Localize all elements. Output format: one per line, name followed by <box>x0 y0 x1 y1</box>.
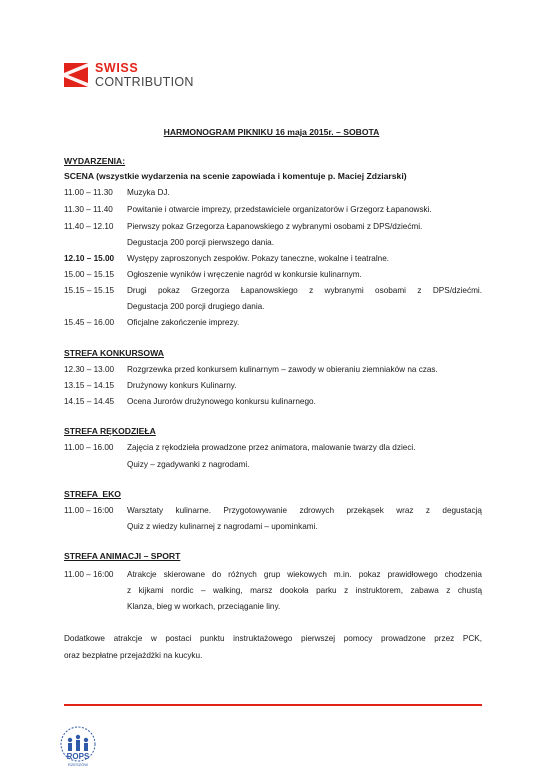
footer-rule <box>64 704 482 706</box>
scena-item-text: Ogłoszenie wyników i wręczenie nagród w konkursie kulinarnym. <box>127 270 362 279</box>
rekodziela-item-time: 11.00 – 16.00 <box>64 443 114 452</box>
animacji-heading: STREFA ANIMACJI – SPORT <box>64 551 181 561</box>
scena-item-time: 11.00 – 11.30 <box>64 188 113 197</box>
document-title: HARMONOGRAM PIKNIKU 16 maja 2015r. – SOBOTA <box>163 127 380 137</box>
scena-item-text: Powitanie i otwarcie imprezy, przedstawiciele organizatorów i Grzegorz Łapanowski. <box>127 205 432 214</box>
closing-text-line: Dodatkowe atrakcje w postaci punktu instruktażowego pierwszej pomocy prowadzone przez PCK, <box>64 634 482 643</box>
scena-item-text: Pierwszy pokaz Grzegorza Łapanowskiego z wybranymi osobami z DPS/dziećmi. <box>127 222 423 231</box>
scena-item-time: 11.30 – 11.40 <box>64 205 113 214</box>
konkursowa-heading: STREFA KONKURSOWA <box>64 348 164 358</box>
konkursowa-item-text: Ocena Jurorów drużynowego konkursu kulinarnego. <box>127 397 316 406</box>
animacji-item-continuation: Klanza, bieg w workach, przeciąganie liny. <box>127 602 281 611</box>
scena-item-time: 11.40 – 12.10 <box>64 222 114 231</box>
rops-logo-subtext: RZESZÓW <box>68 762 88 767</box>
animacji-item-time: 11.00 – 16:00 <box>64 570 114 579</box>
eko-item-time: 11.00 – 16:00 <box>64 506 114 515</box>
konkursowa-item-time: 13.15 – 14.15 <box>64 381 115 390</box>
scena-item-text: Muzyka DJ. <box>127 188 170 197</box>
animacji-item-text: Atrakcje skierowane do różnych grup wiekowych m.in. pokaz prawidłowego chodzenia <box>127 570 482 579</box>
konkursowa-item-time: 14.15 – 14.45 <box>64 397 115 406</box>
eko-item-continuation: Quiz z wiedzy kulinarnej z nagrodami – upominkami. <box>127 522 318 531</box>
scena-heading: SCENA (wszystkie wydarzenia na scenie zapowiada i komentuje p. Maciej Zdziarski) <box>64 171 407 181</box>
scena-item-continuation: Degustacja 200 porcji drugiego dania. <box>127 302 265 311</box>
scena-item-time: 15.15 – 15.15 <box>64 286 115 295</box>
konkursowa-item-time: 12.30 – 13.00 <box>64 365 115 374</box>
logo-text-swiss: SWISS <box>95 61 139 75</box>
scena-item-time: 15.45 – 16.00 <box>64 318 115 327</box>
logo-text-contribution: CONTRIBUTION <box>95 75 194 89</box>
swiss-contribution-logo <box>64 62 204 92</box>
closing-text-line: oraz bezpłatne przejażdżki na kucyku. <box>64 651 203 660</box>
eko-item-text: Warsztaty kulinarne. Przygotowywanie zdrowych przekąsek wraz z degustacją <box>127 506 482 515</box>
scena-item-text: Oficjalne zakończenie imprezy. <box>127 318 240 327</box>
rops-logo-icon <box>50 724 106 768</box>
scena-item-text: Drugi pokaz Grzegorza Łapanowskiego z wybranymi osobami z DPS/dziećmi. <box>127 286 482 295</box>
scena-item-text: Występy zaproszonych zespołów. Pokazy taneczne, wokalne i teatralne. <box>127 254 390 263</box>
scena-item-time: 15.00 – 15.15 <box>64 270 115 279</box>
rekodziela-item-continuation: Quizy – zgadywanki z nagrodami. <box>127 460 250 469</box>
rekodziela-heading: STREFA RĘKODZIEŁA <box>64 426 156 436</box>
swiss-cross-icon <box>64 63 88 87</box>
events-heading: WYDARZENIA: <box>64 156 126 166</box>
konkursowa-item-text: Drużynowy konkurs Kulinarny. <box>127 381 237 390</box>
rekodziela-item-text: Zajęcia z rękodzieła prowadzone przez animatora, malowanie twarzy dla dzieci. <box>127 443 416 452</box>
scena-item-time: 12.10 – 15.00 <box>64 254 115 263</box>
konkursowa-item-text: Rozgrzewka przed konkursem kulinarnym – zawody w obieraniu ziemniaków na czas. <box>127 365 438 374</box>
animacji-item-continuation: z kijkami nordic – walking, marsz dookoła parku z instruktorem, zabawa z chustą <box>127 586 482 595</box>
rops-logo-text: ROPS <box>66 752 90 761</box>
scena-item-continuation: Degustacja 200 porcji pierwszego dania. <box>127 238 275 247</box>
rops-logo <box>50 724 106 768</box>
eko-heading: STREFA EKO <box>64 489 121 499</box>
